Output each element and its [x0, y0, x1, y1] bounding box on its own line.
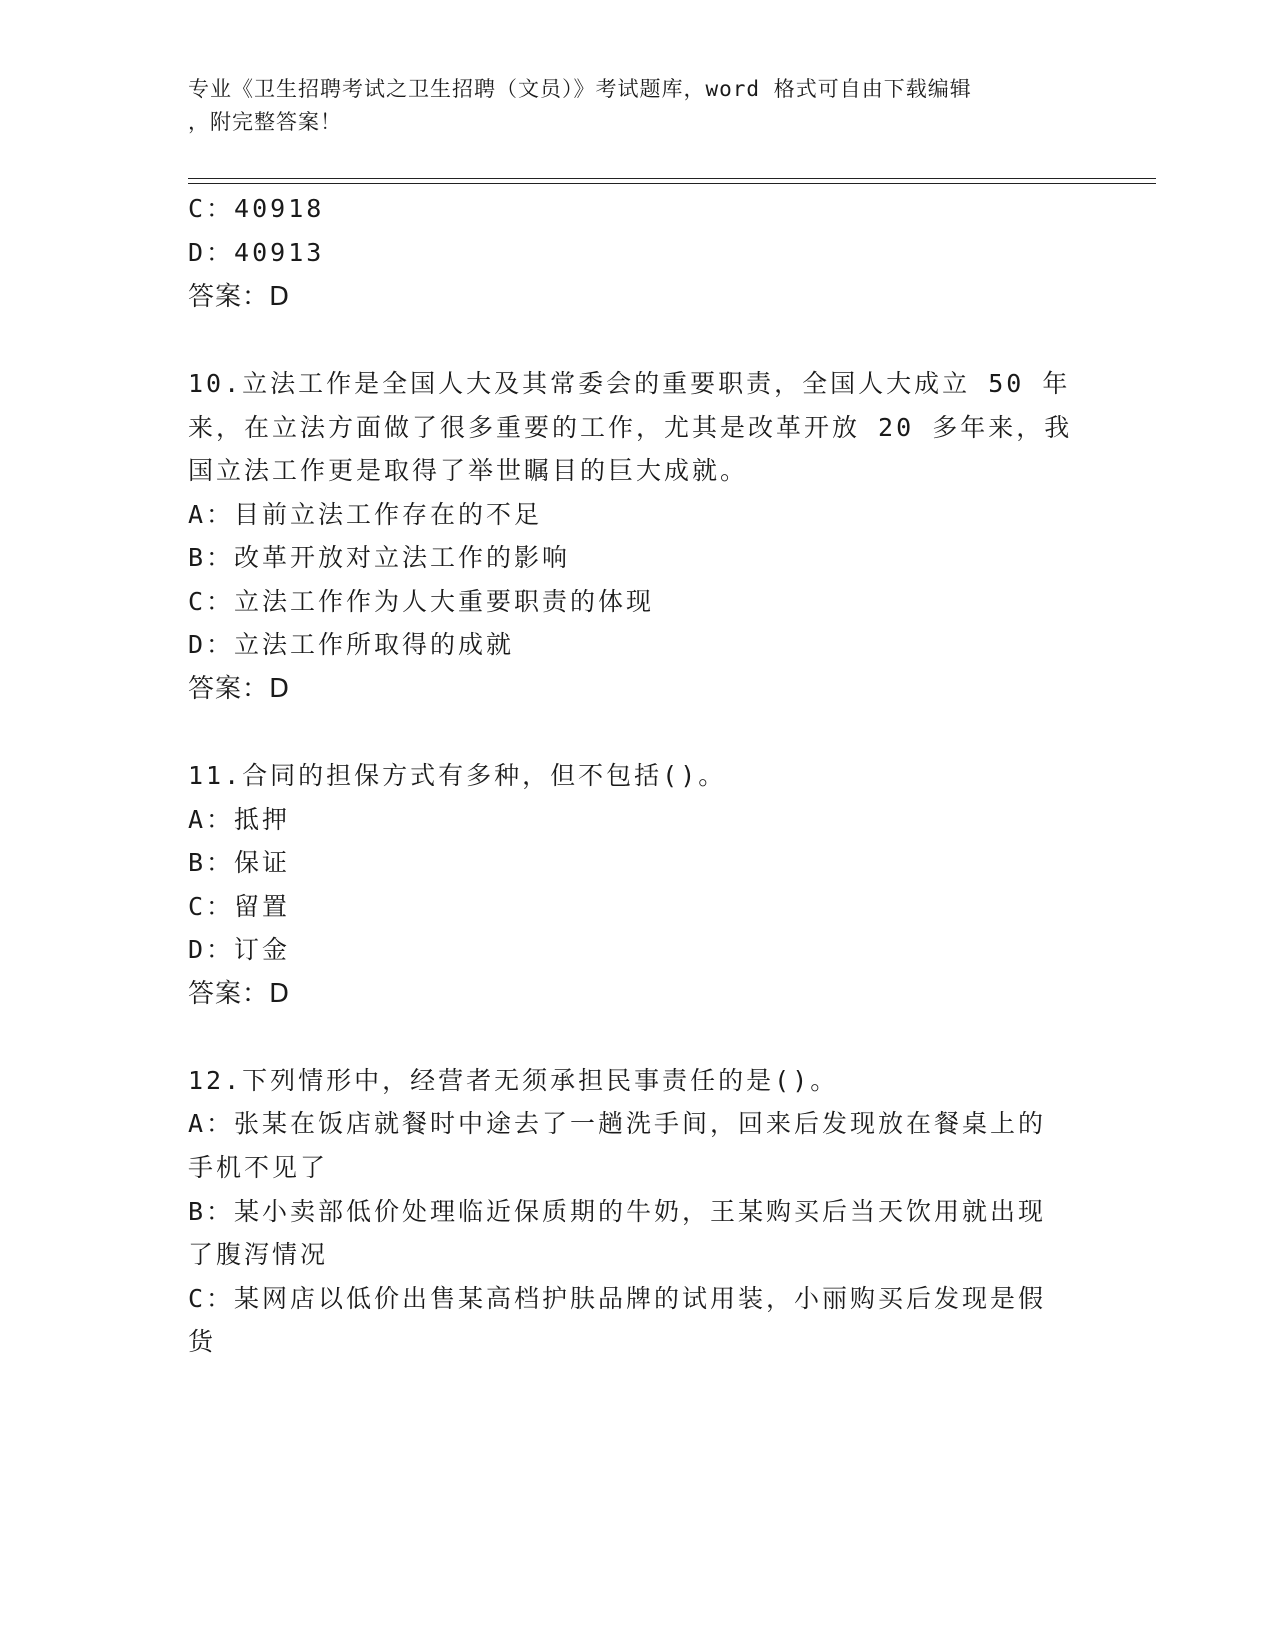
- q10-option-d: D：立法工作所取得的成就: [188, 630, 515, 659]
- q12-option-b-line-1: B：某小卖部低价处理临近保质期的牛奶，王某购买后当天饮用就出现: [188, 1197, 1047, 1226]
- q9-answer: 答案：D: [188, 282, 291, 312]
- q12-option-a-line-1: A：张某在饭店就餐时中途去了一趟洗手间，回来后发现放在餐桌上的: [188, 1109, 1047, 1138]
- q10-stem-line-2: 来，在立法方面做了很多重要的工作，尤其是改革开放 20 多年来，我: [188, 413, 1073, 442]
- header-line-1: 专业《卫生招聘考试之卫生招聘（文员）》考试题库，word 格式可自由下载编辑: [188, 77, 972, 101]
- q11-option-c: C：留置: [188, 892, 291, 921]
- q11-answer: 答案：D: [188, 979, 291, 1009]
- q9-option-c: C：40918: [188, 194, 325, 223]
- q12-stem: 12.下列情形中，经营者无须承担民事责任的是()。: [188, 1066, 839, 1095]
- q10-option-c: C：立法工作作为人大重要职责的体现: [188, 587, 655, 616]
- header-divider-top: [188, 178, 1156, 179]
- header-line-2: ，附完整答案！: [188, 110, 342, 134]
- q10-answer: 答案：D: [188, 674, 291, 704]
- q12-option-b-line-2: 了腹泻情况: [188, 1240, 329, 1269]
- q10-option-b: B：改革开放对立法工作的影响: [188, 543, 571, 572]
- q11-stem: 11.合同的担保方式有多种，但不包括()。: [188, 761, 727, 790]
- document-header: [188, 73, 1068, 139]
- q10-stem-line-3: 国立法工作更是取得了举世瞩目的巨大成就。: [188, 456, 749, 485]
- q10-option-a: A：目前立法工作存在的不足: [188, 500, 543, 529]
- header-divider-bottom: [188, 183, 1156, 184]
- q10-stem-line-1: 10.立法工作是全国人大及其常委会的重要职责，全国人大成立 50 年: [188, 369, 1071, 398]
- q9-option-d: D：40913: [188, 238, 325, 267]
- q12-option-c-line-1: C：某网店以低价出售某高档护肤品牌的试用装，小丽购买后发现是假: [188, 1284, 1047, 1313]
- q11-option-a: A：抵押: [188, 805, 291, 834]
- q11-option-b: B：保证: [188, 848, 291, 877]
- q11-option-d: D：订金: [188, 935, 291, 964]
- q12-option-a-line-2: 手机不见了: [188, 1153, 329, 1182]
- q12-option-c-line-2: 货: [188, 1327, 217, 1356]
